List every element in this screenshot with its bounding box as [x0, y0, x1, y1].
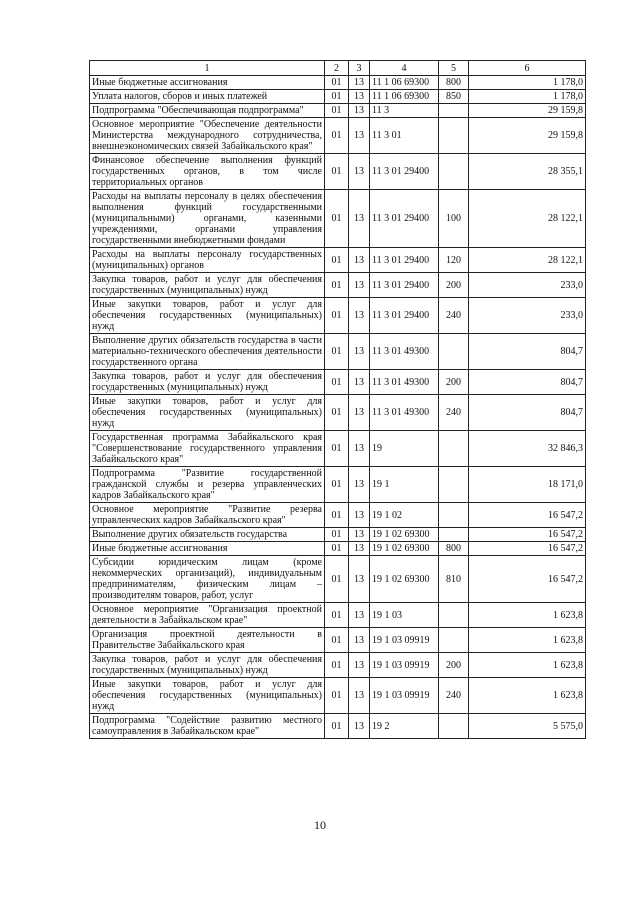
- row-amount-cell: 16 547,2: [469, 528, 586, 542]
- row-subsection-cell: 13: [349, 298, 370, 334]
- table-row: [90, 273, 586, 298]
- row-section-cell: 01: [325, 76, 349, 90]
- row-expense-type-cell: [439, 714, 469, 739]
- row-expense-type-cell: [439, 334, 469, 370]
- row-target-code-cell: 11 3 01 49300: [370, 334, 439, 370]
- row-amount-cell: 32 846,3: [469, 431, 586, 467]
- row-subsection-cell: 13: [349, 653, 370, 678]
- row-target-code-cell: 19 2: [370, 714, 439, 739]
- row-subsection-cell: 13: [349, 190, 370, 248]
- row-section-cell: 01: [325, 714, 349, 739]
- row-target-code-cell: 11 3 01: [370, 118, 439, 154]
- row-target-code-cell: 19 1 02 69300: [370, 528, 439, 542]
- row-section-cell: 01: [325, 467, 349, 503]
- row-subsection-cell: 13: [349, 104, 370, 118]
- table-row: [90, 528, 586, 542]
- row-target-code-cell: 11 3 01 29400: [370, 190, 439, 248]
- row-subsection-cell: 13: [349, 467, 370, 503]
- row-section-cell: 01: [325, 118, 349, 154]
- row-name-cell: Подпрограмма "Содействие развитию местного самоуправления в Забайкальском крае": [90, 714, 325, 739]
- table-row: [90, 76, 586, 90]
- row-subsection-cell: 13: [349, 334, 370, 370]
- header-col-4: 4: [370, 61, 439, 76]
- header-col-1: 1: [90, 61, 325, 76]
- row-amount-cell: 28 122,1: [469, 248, 586, 273]
- row-name-cell: Уплата налогов, сборов и иных платежей: [90, 90, 325, 104]
- row-amount-cell: 804,7: [469, 334, 586, 370]
- row-subsection-cell: 13: [349, 503, 370, 528]
- row-name-cell: Выполнение других обязательств государства: [90, 528, 325, 542]
- row-section-cell: 01: [325, 431, 349, 467]
- row-expense-type-cell: 240: [439, 395, 469, 431]
- row-name-cell: Иные бюджетные ассигнования: [90, 76, 325, 90]
- row-name-cell: Иные закупки товаров, работ и услуг для обеспечения государственных (муниципальных) нужд: [90, 395, 325, 431]
- row-target-code-cell: 11 3 01 29400: [370, 298, 439, 334]
- row-target-code-cell: 19 1 03 09919: [370, 653, 439, 678]
- row-section-cell: 01: [325, 104, 349, 118]
- header-col-3: 3: [349, 61, 370, 76]
- row-name-cell: Государственная программа Забайкальского края "Совершенствование государственного управления Забайкальского края": [90, 431, 325, 467]
- row-section-cell: 01: [325, 90, 349, 104]
- row-amount-cell: 1 623,8: [469, 628, 586, 653]
- row-expense-type-cell: [439, 628, 469, 653]
- row-target-code-cell: 11 3 01 29400: [370, 248, 439, 273]
- row-amount-cell: 1 178,0: [469, 76, 586, 90]
- row-amount-cell: 1 623,8: [469, 653, 586, 678]
- row-target-code-cell: 11 3 01 49300: [370, 395, 439, 431]
- table-row: [90, 90, 586, 104]
- row-subsection-cell: 13: [349, 628, 370, 653]
- row-section-cell: 01: [325, 334, 349, 370]
- row-subsection-cell: 13: [349, 118, 370, 154]
- row-expense-type-cell: 200: [439, 273, 469, 298]
- row-expense-type-cell: 810: [439, 556, 469, 603]
- row-name-cell: Расходы на выплаты персоналу в целях обеспечения выполнения функций государственными (муниципальными) органами, казенными учреждениями, органами управления государственными внебюджетными фондами: [90, 190, 325, 248]
- row-amount-cell: 28 355,1: [469, 154, 586, 190]
- row-amount-cell: 18 171,0: [469, 467, 586, 503]
- row-section-cell: 01: [325, 556, 349, 603]
- table-row: [90, 628, 586, 653]
- row-section-cell: 01: [325, 190, 349, 248]
- row-section-cell: 01: [325, 370, 349, 395]
- row-target-code-cell: 19 1 02 69300: [370, 542, 439, 556]
- row-target-code-cell: 11 3 01 49300: [370, 370, 439, 395]
- table-row: [90, 467, 586, 503]
- row-name-cell: Основное мероприятие "Организация проектной деятельности в Забайкальском крае": [90, 603, 325, 628]
- row-target-code-cell: 19 1 02 69300: [370, 556, 439, 603]
- table-row: [90, 248, 586, 273]
- budget-table: [89, 60, 586, 739]
- row-name-cell: Финансовое обеспечение выполнения функций государственных органов, в том числе территориальных органов: [90, 154, 325, 190]
- row-target-code-cell: 19 1: [370, 467, 439, 503]
- row-target-code-cell: 11 3 01 29400: [370, 273, 439, 298]
- row-subsection-cell: 13: [349, 714, 370, 739]
- row-subsection-cell: 13: [349, 248, 370, 273]
- row-amount-cell: 29 159,8: [469, 104, 586, 118]
- row-section-cell: 01: [325, 248, 349, 273]
- row-amount-cell: 233,0: [469, 298, 586, 334]
- row-amount-cell: 1 623,8: [469, 603, 586, 628]
- row-amount-cell: 16 547,2: [469, 503, 586, 528]
- table-row: [90, 370, 586, 395]
- row-name-cell: Иные бюджетные ассигнования: [90, 542, 325, 556]
- row-target-code-cell: 19: [370, 431, 439, 467]
- row-section-cell: 01: [325, 298, 349, 334]
- row-amount-cell: 1 623,8: [469, 678, 586, 714]
- row-expense-type-cell: [439, 603, 469, 628]
- row-subsection-cell: 13: [349, 556, 370, 603]
- table-row: [90, 298, 586, 334]
- row-target-code-cell: 19 1 03: [370, 603, 439, 628]
- table-row: [90, 118, 586, 154]
- table-row: [90, 714, 586, 739]
- row-section-cell: 01: [325, 273, 349, 298]
- row-name-cell: Иные закупки товаров, работ и услуг для обеспечения государственных (муниципальных) нужд: [90, 678, 325, 714]
- table-row: [90, 556, 586, 603]
- row-amount-cell: 16 547,2: [469, 542, 586, 556]
- row-expense-type-cell: [439, 154, 469, 190]
- row-subsection-cell: 13: [349, 90, 370, 104]
- table-row: [90, 334, 586, 370]
- row-name-cell: Организация проектной деятельности в Правительстве Забайкальского края: [90, 628, 325, 653]
- row-expense-type-cell: 240: [439, 298, 469, 334]
- row-subsection-cell: 13: [349, 528, 370, 542]
- row-section-cell: 01: [325, 154, 349, 190]
- row-name-cell: Подпрограмма "Обеспечивающая подпрограмма": [90, 104, 325, 118]
- row-target-code-cell: 19 1 03 09919: [370, 678, 439, 714]
- row-subsection-cell: 13: [349, 370, 370, 395]
- row-section-cell: 01: [325, 603, 349, 628]
- header-col-2: 2: [325, 61, 349, 76]
- table-row: [90, 431, 586, 467]
- table-header-row: [90, 61, 586, 76]
- row-amount-cell: 5 575,0: [469, 714, 586, 739]
- row-amount-cell: 29 159,8: [469, 118, 586, 154]
- row-amount-cell: 28 122,1: [469, 190, 586, 248]
- row-expense-type-cell: [439, 503, 469, 528]
- row-target-code-cell: 11 3 01 29400: [370, 154, 439, 190]
- row-expense-type-cell: 200: [439, 653, 469, 678]
- row-section-cell: 01: [325, 542, 349, 556]
- row-amount-cell: 804,7: [469, 395, 586, 431]
- row-expense-type-cell: 850: [439, 90, 469, 104]
- row-amount-cell: 233,0: [469, 273, 586, 298]
- row-target-code-cell: 19 1 02: [370, 503, 439, 528]
- row-subsection-cell: 13: [349, 273, 370, 298]
- row-section-cell: 01: [325, 503, 349, 528]
- row-target-code-cell: 19 1 03 09919: [370, 628, 439, 653]
- table-row: [90, 603, 586, 628]
- row-expense-type-cell: [439, 104, 469, 118]
- row-name-cell: Закупка товаров, работ и услуг для обеспечения государственных (муниципальных) нужд: [90, 653, 325, 678]
- row-expense-type-cell: 100: [439, 190, 469, 248]
- row-expense-type-cell: 240: [439, 678, 469, 714]
- row-name-cell: Закупка товаров, работ и услуг для обеспечения государственных (муниципальных) нужд: [90, 370, 325, 395]
- table-row: [90, 395, 586, 431]
- row-subsection-cell: 13: [349, 603, 370, 628]
- row-section-cell: 01: [325, 528, 349, 542]
- row-amount-cell: 16 547,2: [469, 556, 586, 603]
- table-body: [90, 76, 586, 739]
- page-number: 10: [314, 818, 326, 832]
- row-amount-cell: 1 178,0: [469, 90, 586, 104]
- row-expense-type-cell: [439, 118, 469, 154]
- header-col-6: 6: [469, 61, 586, 76]
- row-subsection-cell: 13: [349, 431, 370, 467]
- row-name-cell: Закупка товаров, работ и услуг для обеспечения государственных (муниципальных) нужд: [90, 273, 325, 298]
- table-row: [90, 154, 586, 190]
- row-expense-type-cell: [439, 431, 469, 467]
- row-subsection-cell: 13: [349, 395, 370, 431]
- table-row: [90, 678, 586, 714]
- row-expense-type-cell: 800: [439, 542, 469, 556]
- row-expense-type-cell: [439, 467, 469, 503]
- row-subsection-cell: 13: [349, 542, 370, 556]
- row-target-code-cell: 11 1 06 69300: [370, 90, 439, 104]
- table-row: [90, 503, 586, 528]
- header-col-5: 5: [439, 61, 469, 76]
- row-target-code-cell: 11 3: [370, 104, 439, 118]
- row-name-cell: Расходы на выплаты персоналу государственных (муниципальных) органов: [90, 248, 325, 273]
- row-subsection-cell: 13: [349, 76, 370, 90]
- row-name-cell: Основное мероприятие "Развитие резерва управленческих кадров Забайкальского края": [90, 503, 325, 528]
- table-row: [90, 653, 586, 678]
- table-row: [90, 190, 586, 248]
- row-section-cell: 01: [325, 653, 349, 678]
- table-row: [90, 104, 586, 118]
- row-name-cell: Субсидии юридическим лицам (кроме некоммерческих организаций), индивидуальным предпринимателям, физическим лицам – производителям товаров, работ, услуг: [90, 556, 325, 603]
- row-name-cell: Подпрограмма "Развитие государственной гражданской службы и резерва управленческих кадров Забайкальского края": [90, 467, 325, 503]
- row-subsection-cell: 13: [349, 154, 370, 190]
- row-section-cell: 01: [325, 628, 349, 653]
- row-name-cell: Иные закупки товаров, работ и услуг для обеспечения государственных (муниципальных) нужд: [90, 298, 325, 334]
- row-name-cell: Выполнение других обязательств государства в части материально-технического обеспечения деятельности государственного органа: [90, 334, 325, 370]
- row-expense-type-cell: 800: [439, 76, 469, 90]
- row-expense-type-cell: [439, 528, 469, 542]
- row-target-code-cell: 11 1 06 69300: [370, 76, 439, 90]
- row-expense-type-cell: 120: [439, 248, 469, 273]
- row-subsection-cell: 13: [349, 678, 370, 714]
- row-section-cell: 01: [325, 678, 349, 714]
- row-amount-cell: 804,7: [469, 370, 586, 395]
- row-name-cell: Основное мероприятие "Обеспечение деятельности Министерства международного сотрудничества, внешнеэкономических связей Забайкальского края": [90, 118, 325, 154]
- table-row: [90, 542, 586, 556]
- row-expense-type-cell: 200: [439, 370, 469, 395]
- row-section-cell: 01: [325, 395, 349, 431]
